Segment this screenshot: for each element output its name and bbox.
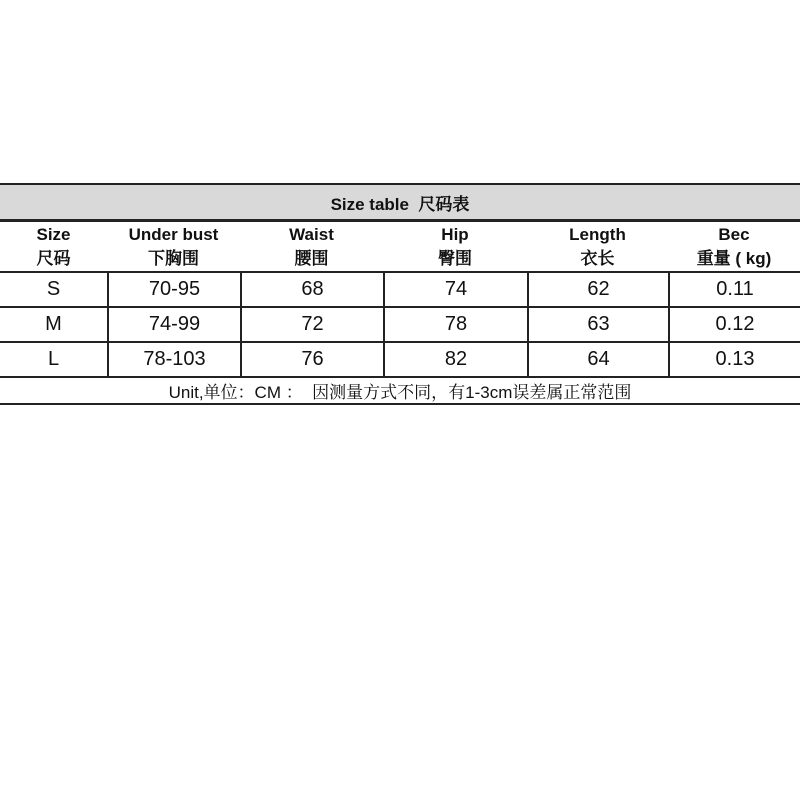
cell-length: 63: [527, 308, 668, 341]
cell-waist: 76: [240, 343, 383, 376]
cell-waist: 68: [240, 273, 383, 306]
cell-weight: 0.13: [668, 343, 800, 376]
header-cell-waist: [240, 222, 383, 271]
size-table-header: [0, 222, 800, 273]
header-label-en: Hip: [441, 224, 469, 244]
cell-size: M: [45, 313, 62, 335]
header-label-zh: 下胸围: [148, 248, 199, 268]
header-cell-hip: [383, 222, 527, 271]
header-cell-under-bust: [107, 222, 240, 271]
header-cell-length: [527, 222, 668, 271]
header-label-zh: 尺码: [36, 248, 71, 268]
cell-weight: 0.12: [668, 308, 800, 341]
cell-under-bust: 74-99: [107, 308, 240, 341]
header-label-en: Size: [36, 224, 71, 244]
header-label-en: Length: [569, 224, 626, 244]
header-label-en: Waist: [289, 224, 334, 244]
header-label-en: Under bust: [128, 224, 219, 244]
cell-under-bust: 78-103: [107, 343, 240, 376]
cell-length: 62: [527, 273, 668, 306]
header-label-en: Bec: [718, 224, 750, 244]
header-cell-size: [0, 222, 107, 271]
cell-length: 64: [527, 343, 668, 376]
header-label-zh: 衣长: [580, 248, 615, 268]
cell-size: L: [47, 348, 60, 370]
unit-note: Unit,单位：CM ： 因测量方式不同，有1-3cm误差属正常范围: [0, 378, 800, 405]
cell-size: S: [46, 278, 61, 300]
cell-hip: 78: [383, 308, 527, 341]
table-row-m: [0, 308, 800, 343]
header-label-zh: 重量 ( kg): [696, 248, 772, 268]
size-table: [0, 183, 800, 405]
table-row-s: [0, 273, 800, 308]
size-table-title: Size table 尺码表: [0, 183, 800, 222]
header-cell-weight: [668, 222, 800, 271]
header-label-zh: 腰围: [294, 248, 329, 268]
cell-hip: 82: [383, 343, 527, 376]
cell-waist: 72: [240, 308, 383, 341]
cell-hip: 74: [383, 273, 527, 306]
cell-under-bust: 70-95: [107, 273, 240, 306]
header-label-zh: 臀围: [438, 248, 472, 268]
table-row-l: [0, 343, 800, 378]
cell-weight: 0.11: [668, 273, 800, 306]
